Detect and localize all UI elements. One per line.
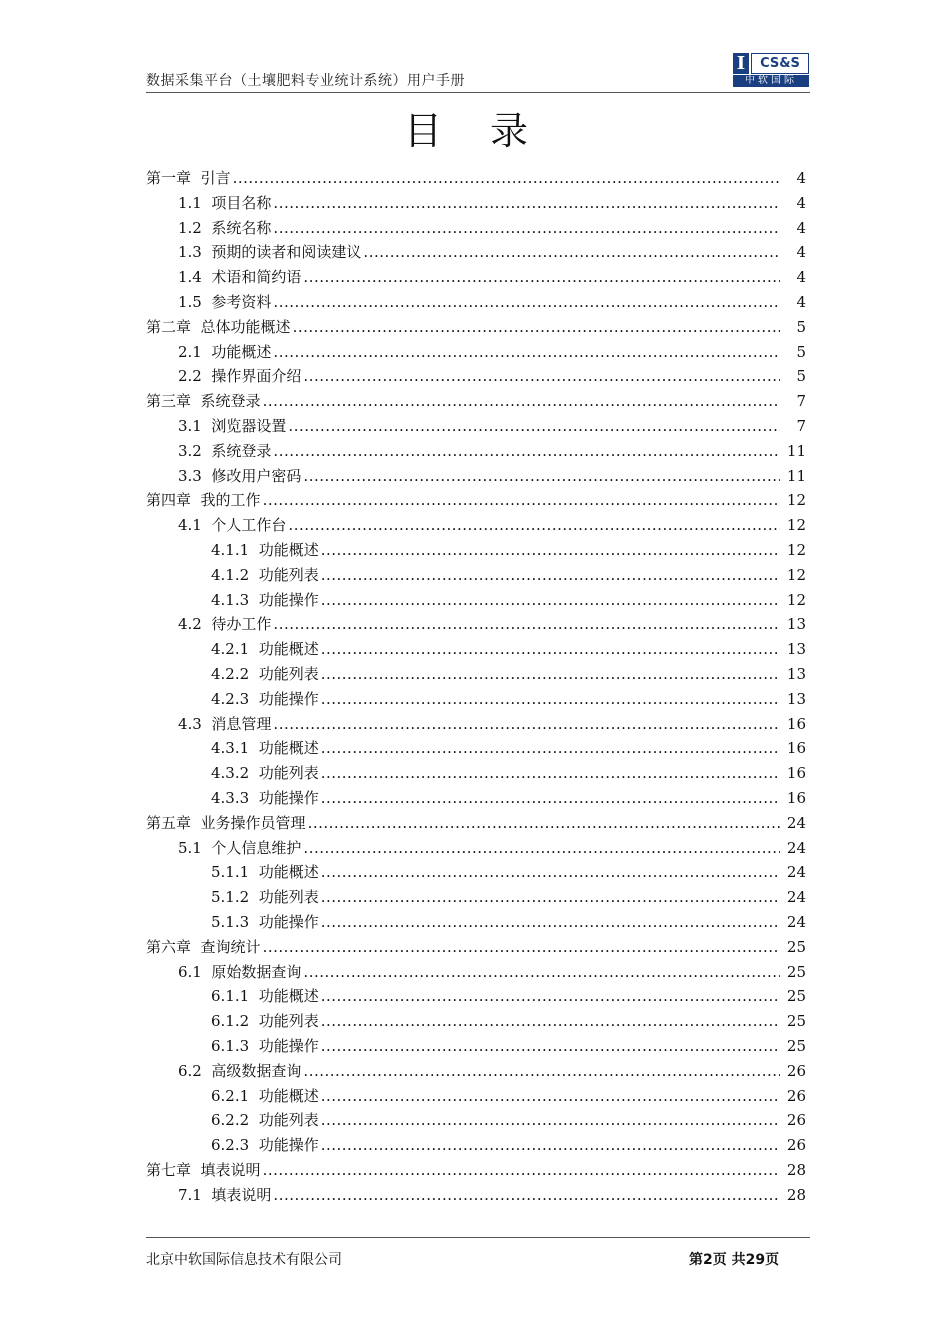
toc-entry[interactable]	[211, 984, 806, 1008]
toc-entry-title: 功能操作	[258, 1136, 319, 1155]
toc-entry[interactable]	[211, 687, 806, 711]
toc-entry[interactable]	[178, 216, 806, 240]
toc-leader-dots	[303, 265, 780, 289]
toc-entry-title: 我的工作	[200, 491, 261, 510]
toc-entry[interactable]	[146, 166, 806, 190]
toc-entry-number: 7.1	[178, 1185, 212, 1204]
toc-entry[interactable]	[178, 191, 806, 215]
toc-entry-page: 4	[796, 268, 806, 287]
toc-leader-dots	[321, 538, 780, 562]
toc-leader-dots	[303, 364, 780, 388]
toc-entry[interactable]	[146, 935, 806, 959]
toc-entry[interactable]	[211, 538, 806, 562]
company-logo	[733, 53, 809, 87]
toc-entry[interactable]	[146, 389, 806, 413]
toc-entry-title: 浏览器设置	[211, 417, 287, 435]
toc-entry-number: 3.1	[178, 417, 212, 435]
toc-entry[interactable]	[211, 1108, 806, 1132]
document-title: 数据采集平台（土壤肥料专业统计系统）用户手册	[146, 73, 465, 89]
toc-entry-title: 功能列表	[258, 665, 319, 683]
toc-entry-number: 1.5	[178, 293, 212, 311]
toc-leader-dots	[321, 687, 780, 711]
toc-leader-dots	[321, 662, 780, 686]
toc-entry[interactable]	[178, 1183, 806, 1207]
toc-leader-dots	[303, 960, 780, 984]
toc-leader-dots	[273, 439, 780, 463]
toc-entry[interactable]	[211, 1034, 806, 1058]
toc-entry-number: 4.3.2	[211, 764, 259, 783]
toc-entry[interactable]	[146, 315, 806, 339]
toc-leader-dots	[293, 315, 780, 339]
toc-entry-page: 5	[796, 342, 806, 361]
toc-entry-number: 2.1	[178, 342, 212, 361]
toc-entry-number: 1.2	[178, 218, 212, 237]
toc-entry[interactable]	[211, 761, 806, 785]
toc-entry-page: 16	[786, 764, 806, 783]
toc-entry-number: 3.2	[178, 441, 212, 460]
toc-entry-title: 术语和简约语	[211, 268, 302, 287]
header-divider	[146, 92, 810, 93]
toc-entry-number: 4.3.3	[211, 789, 259, 807]
toc-entry-title: 操作界面介绍	[211, 367, 302, 386]
toc-entry-number: 5.1	[178, 838, 212, 857]
toc-entry-page: 16	[786, 789, 806, 807]
toc-entry-number: 4.3.1	[211, 739, 259, 758]
toc-leader-dots	[273, 290, 780, 314]
toc-entry-page: 16	[786, 739, 806, 758]
toc-entry-number: 6.1	[178, 962, 212, 981]
toc-entry-page: 12	[786, 516, 806, 535]
toc-entry-page: 24	[786, 863, 806, 882]
toc-entry-page: 25	[786, 937, 806, 956]
toc-entry-title: 高级数据查询	[211, 1061, 302, 1080]
toc-entry-page: 13	[786, 615, 806, 634]
toc-entry-page: 12	[786, 491, 806, 510]
toc-entry-page: 26	[786, 1111, 806, 1130]
toc-entry-title: 查询统计	[200, 937, 261, 956]
toc-entry-title: 功能列表	[258, 1012, 319, 1031]
toc-entry-page: 4	[796, 218, 806, 237]
toc-leader-dots	[321, 860, 780, 884]
toc-entry-title: 修改用户密码	[211, 466, 302, 485]
toc-entry[interactable]	[178, 712, 806, 736]
toc-entry-title: 功能操作	[258, 789, 319, 807]
toc-entry-number: 4.3	[178, 714, 212, 733]
toc-entry-title: 功能概述	[258, 1086, 319, 1105]
toc-entry[interactable]	[178, 414, 806, 438]
toc-leader-dots	[303, 464, 780, 488]
toc-entry[interactable]	[146, 811, 806, 835]
toc-entry-title: 总体功能概述	[200, 317, 291, 336]
toc-entry-title: 业务操作员管理	[200, 813, 306, 832]
toc-leader-dots	[321, 786, 780, 810]
toc-entry-title: 系统登录	[211, 441, 272, 460]
toc-entry[interactable]	[211, 1133, 806, 1157]
toc-leader-dots	[363, 240, 780, 264]
toc-entry[interactable]	[211, 786, 806, 810]
toc-entry-number: 4.1.1	[211, 541, 259, 559]
toc-entry-page: 4	[796, 243, 806, 262]
toc-entry-title: 功能列表	[258, 1111, 319, 1130]
toc-entry-page: 28	[786, 1161, 806, 1179]
toc-leader-dots	[321, 1108, 780, 1132]
toc-entry-number: 4.1	[178, 516, 212, 535]
toc-entry-number: 6.1.3	[211, 1037, 259, 1055]
page-title: 目 录	[403, 109, 547, 153]
toc-entry-number: 6.1.2	[211, 1012, 259, 1031]
toc-entry-title: 功能列表	[258, 888, 319, 907]
toc-entry[interactable]	[211, 637, 806, 661]
toc-entry-number: 6.1.1	[211, 987, 259, 1006]
toc-entry[interactable]	[178, 240, 806, 264]
toc-entry-title: 待办工作	[211, 615, 272, 634]
toc-entry-number: 1.3	[178, 243, 212, 262]
toc-entry[interactable]	[178, 612, 806, 636]
toc-entry-page: 13	[786, 665, 806, 683]
toc-leader-dots	[321, 1084, 780, 1108]
toc-entry-number: 6.2.3	[211, 1136, 259, 1155]
toc-entry-title: 原始数据查询	[211, 962, 302, 981]
toc-entry-page: 5	[796, 317, 806, 336]
toc-entry-number: 6.2.1	[211, 1086, 259, 1105]
toc-entry-title: 个人工作台	[211, 516, 287, 535]
toc-entry-number: 第二章	[146, 317, 201, 336]
toc-entry-page: 4	[796, 169, 806, 187]
toc-entry-page: 4	[796, 293, 806, 311]
toc-entry-title: 功能概述	[258, 863, 319, 882]
toc-leader-dots	[321, 637, 780, 661]
toc-leader-dots	[321, 885, 780, 909]
toc-entry-number: 5.1.3	[211, 913, 259, 931]
toc-entry-title: 功能列表	[258, 565, 319, 584]
toc-entry-number: 6.2	[178, 1061, 212, 1080]
toc-entry-page: 25	[786, 1037, 806, 1055]
toc-entry-title: 项目名称	[211, 193, 272, 212]
toc-entry[interactable]	[178, 513, 806, 537]
toc-leader-dots	[308, 811, 780, 835]
toc-entry-page: 25	[786, 962, 806, 981]
toc-leader-dots	[273, 1183, 780, 1207]
toc-entry-page: 5	[796, 367, 806, 386]
toc-leader-dots	[263, 488, 780, 512]
toc-entry[interactable]	[178, 290, 806, 314]
toc-entry-title: 填表说明	[200, 1161, 261, 1179]
toc-entry[interactable]	[178, 364, 806, 388]
toc-entry[interactable]	[178, 464, 806, 488]
toc-entry-page: 26	[786, 1061, 806, 1080]
toc-entry-page: 7	[796, 417, 806, 435]
toc-entry[interactable]	[211, 860, 806, 884]
toc-entry[interactable]	[178, 1059, 806, 1083]
toc-entry[interactable]	[211, 662, 806, 686]
toc-leader-dots	[303, 836, 780, 860]
toc-entry-number: 1.4	[178, 268, 212, 287]
toc-entry-page: 24	[786, 813, 806, 832]
toc-entry-title: 引言	[200, 169, 231, 187]
toc-entry-number: 5.1.2	[211, 888, 259, 907]
toc-entry-page: 7	[796, 392, 806, 411]
toc-leader-dots	[321, 1009, 780, 1033]
toc-entry-page: 12	[786, 590, 806, 609]
toc-entry-number: 5.1.1	[211, 863, 259, 882]
toc-entry-title: 功能概述	[258, 987, 319, 1006]
toc-entry-title: 功能操作	[258, 913, 319, 931]
toc-entry-title: 个人信息维护	[211, 838, 302, 857]
toc-entry[interactable]	[178, 960, 806, 984]
toc-leader-dots	[273, 191, 780, 215]
toc-entry-title: 系统登录	[200, 392, 261, 411]
toc-entry-number: 第七章	[146, 1161, 201, 1179]
footer-company: 北京中软国际信息技术有限公司	[146, 1252, 342, 1268]
toc-entry-title: 功能操作	[258, 1037, 319, 1055]
toc-entry[interactable]	[211, 588, 806, 612]
logo-letter: I	[733, 53, 749, 74]
toc-entry-page: 24	[786, 913, 806, 931]
toc-entry-number: 2.2	[178, 367, 212, 386]
toc-leader-dots	[263, 1158, 780, 1182]
toc-entry-title: 消息管理	[211, 714, 272, 733]
toc-leader-dots	[321, 984, 780, 1008]
toc-entry[interactable]	[211, 885, 806, 909]
toc-entry[interactable]	[178, 836, 806, 860]
toc-leader-dots	[233, 166, 780, 190]
toc-leader-dots	[273, 216, 780, 240]
toc-entry[interactable]	[146, 488, 806, 512]
toc-entry-page: 16	[786, 714, 806, 733]
toc-leader-dots	[321, 1133, 780, 1157]
toc-leader-dots	[263, 935, 780, 959]
toc-entry-title: 功能概述	[258, 739, 319, 758]
toc-leader-dots	[321, 761, 780, 785]
toc-entry-page: 12	[786, 565, 806, 584]
toc-entry[interactable]	[211, 1084, 806, 1108]
toc-entry[interactable]	[146, 1158, 806, 1182]
toc-entry[interactable]	[211, 910, 806, 934]
toc-leader-dots	[273, 612, 780, 636]
toc-leader-dots	[303, 1059, 780, 1083]
toc-leader-dots	[321, 910, 780, 934]
toc-entry-page: 13	[786, 640, 806, 659]
toc-entry-number: 第六章	[146, 937, 201, 956]
toc-entry-page: 25	[786, 987, 806, 1006]
toc-entry[interactable]	[178, 340, 806, 364]
toc-entry[interactable]	[211, 1009, 806, 1033]
toc-entry[interactable]	[178, 439, 806, 463]
toc-leader-dots	[273, 340, 780, 364]
toc-entry-number: 4.1.2	[211, 565, 259, 584]
toc-entry-title: 功能概述	[211, 342, 272, 361]
toc-entry-number: 第三章	[146, 392, 201, 411]
toc-entry-number: 第五章	[146, 813, 201, 832]
toc-entry-number: 第一章	[146, 169, 201, 187]
toc-leader-dots	[321, 736, 780, 760]
toc-entry-number: 4.2.2	[211, 665, 259, 683]
toc-entry-number: 4.2	[178, 615, 212, 634]
toc-entry-title: 功能概述	[258, 640, 319, 659]
toc-entry-number: 3.3	[178, 466, 212, 485]
toc-entry-page: 12	[786, 541, 806, 559]
toc-leader-dots	[321, 1034, 780, 1058]
toc-entry-title: 系统名称	[211, 218, 272, 237]
toc-entry[interactable]	[211, 563, 806, 587]
toc-entry-page: 26	[786, 1086, 806, 1105]
toc-entry-page: 11	[786, 441, 806, 460]
toc-leader-dots	[273, 712, 780, 736]
toc-entry-page: 13	[786, 689, 806, 708]
toc-entry-title: 功能操作	[258, 689, 319, 708]
toc-leader-dots	[263, 389, 780, 413]
toc-entry-title: 预期的读者和阅读建议	[211, 243, 362, 262]
toc-entry-title: 功能列表	[258, 764, 319, 783]
toc-entry[interactable]	[178, 265, 806, 289]
toc-entry-title: 填表说明	[211, 1185, 272, 1204]
toc-entry[interactable]	[211, 736, 806, 760]
footer-divider	[146, 1237, 810, 1238]
toc-entry-number: 1.1	[178, 193, 212, 212]
toc-entry-title: 参考资料	[211, 293, 272, 311]
toc-entry-page: 28	[786, 1185, 806, 1204]
toc-entry-number: 4.1.3	[211, 590, 259, 609]
toc-entry-number: 4.2.1	[211, 640, 259, 659]
logo-mark: CS&S	[751, 53, 809, 74]
toc-entry-page: 25	[786, 1012, 806, 1031]
toc-entry-page: 4	[796, 193, 806, 212]
toc-entry-title: 功能操作	[258, 590, 319, 609]
toc-leader-dots	[288, 414, 780, 438]
toc-leader-dots	[288, 513, 780, 537]
toc-entry-page: 11	[786, 466, 806, 485]
toc-entry-title: 功能概述	[258, 541, 319, 559]
footer-page-info: 第2页 共29页	[689, 1252, 780, 1268]
toc-entry-number: 6.2.2	[211, 1111, 259, 1130]
toc-entry-number: 第四章	[146, 491, 201, 510]
toc-entry-page: 24	[786, 838, 806, 857]
toc-entry-page: 24	[786, 888, 806, 907]
logo-name: 中软国际	[733, 75, 809, 87]
toc-leader-dots	[321, 563, 780, 587]
toc-leader-dots	[321, 588, 780, 612]
toc-entry-page: 26	[786, 1136, 806, 1155]
toc-entry-number: 4.2.3	[211, 689, 259, 708]
